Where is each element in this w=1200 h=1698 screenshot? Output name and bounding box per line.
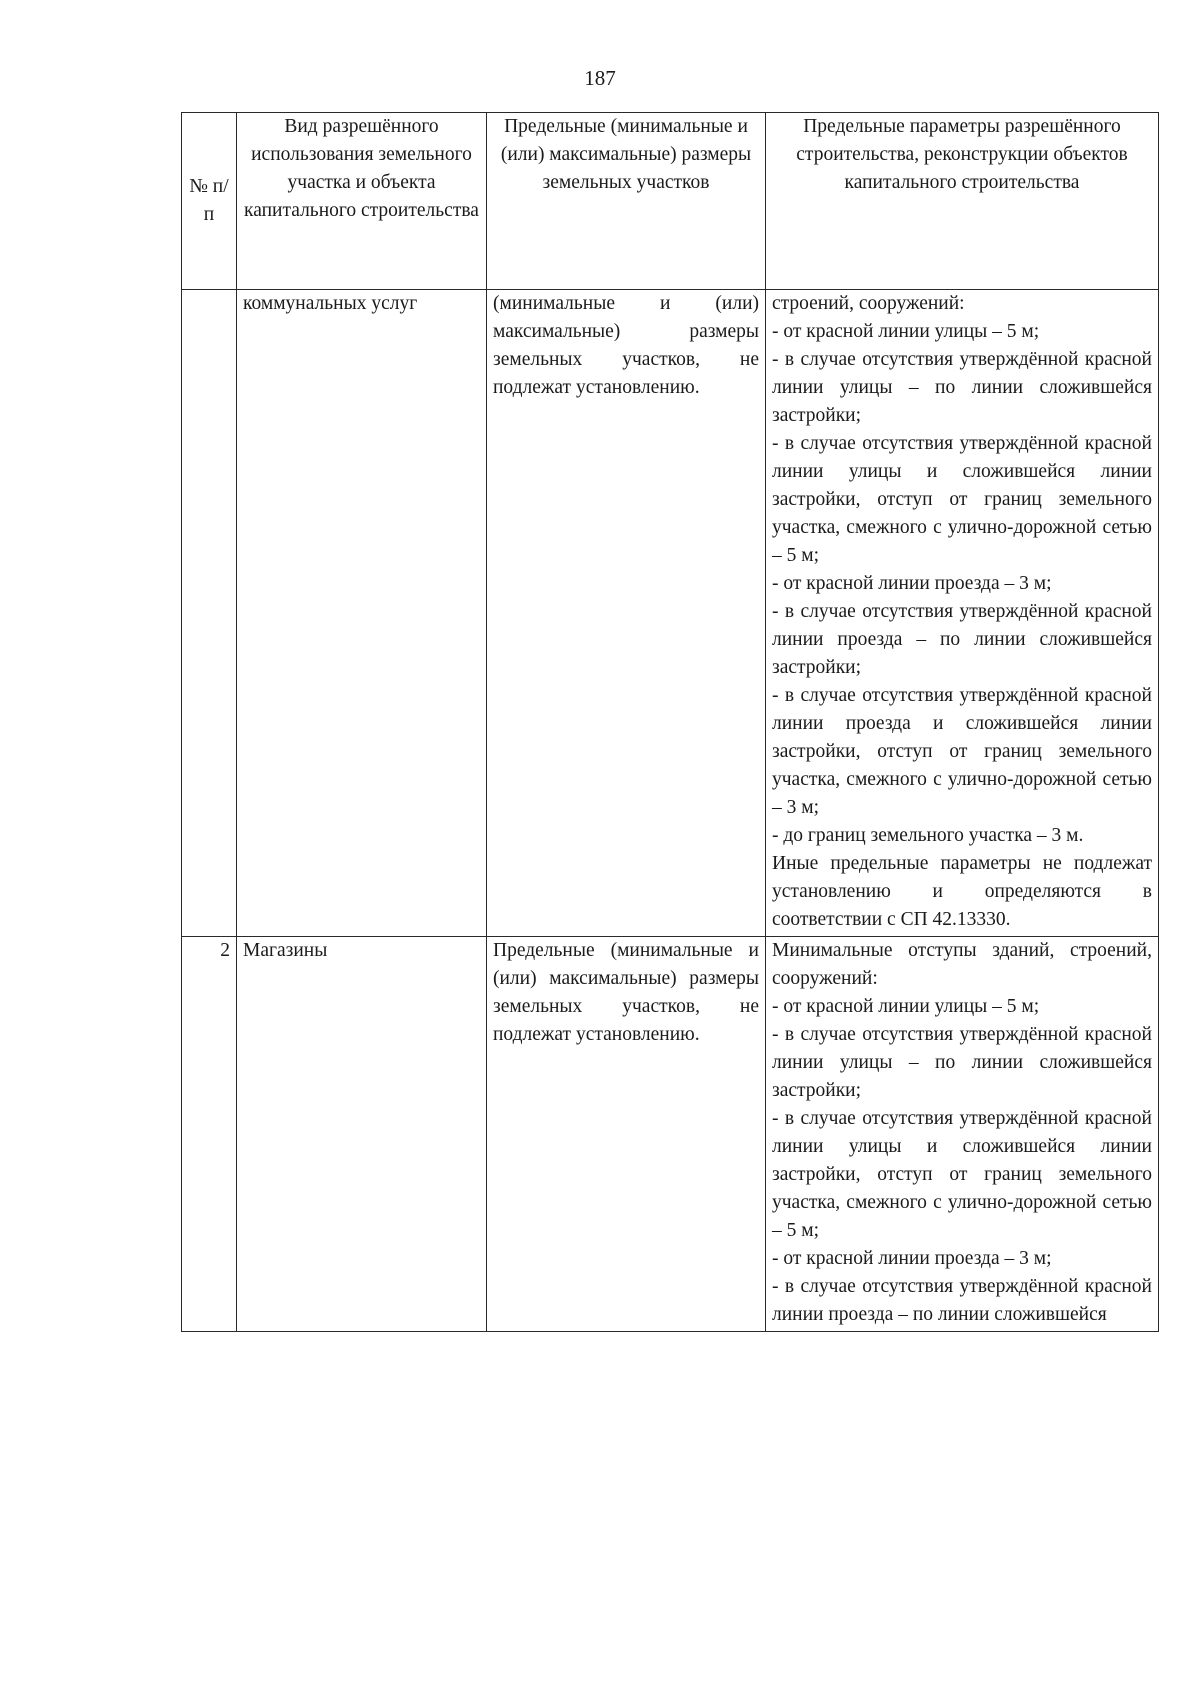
row-permitted-use: коммунальных услуг — [237, 290, 487, 937]
param-item: Иные предельные параметры не подлежат установлению и определяются в соответствии с СП 42.13330. — [772, 853, 1152, 930]
param-item: - в случае отсутствия утверждённой красной линии проезда – по линии сложившейся — [772, 1276, 1152, 1325]
param-item: - от красной линии проезда – 3 м; — [772, 573, 1052, 594]
row-number: 2 — [182, 937, 237, 1332]
row-permitted-use: Магазины — [237, 937, 487, 1332]
row-plot-sizes: Предельные (минимальные и (или) максимальные) размеры земельных участков, не подлежат установлению. — [487, 937, 766, 1332]
header-number: № п/п — [182, 113, 237, 290]
table-header-row — [182, 113, 1159, 290]
param-item: - в случае отсутствия утверждённой красной линии проезда – по линии сложившейся застройки; — [772, 601, 1152, 678]
param-item: строений, сооружений: — [772, 293, 965, 314]
param-item: - от красной линии улицы – 5 м; — [772, 321, 1040, 342]
row-plot-sizes: (минимальные и (или) максимальные) размеры земельных участков, не подлежат установлению. — [487, 290, 766, 937]
row-construction-params — [766, 290, 1159, 937]
table-row — [182, 937, 1159, 1332]
page-number: 187 — [584, 66, 616, 90]
header-plot-sizes: Предельные (минимальные и (или) максимальные) размеры земельных участков — [487, 113, 766, 290]
row-construction-params — [766, 937, 1159, 1332]
param-item: - в случае отсутствия утверждённой красной линии проезда и сложившейся линии застройки, отступ от границ земельного участка, смежного с улично-дорожной сетью – 3 м; — [772, 685, 1152, 818]
row-number — [182, 290, 237, 937]
param-item: - в случае отсутствия утверждённой красной линии улицы – по линии сложившейся застройки; — [772, 349, 1152, 426]
header-construction-params: Предельные параметры разрешённого строительства, реконструкции объектов капитального строительства — [766, 113, 1159, 290]
param-item: - в случае отсутствия утверждённой красной линии улицы – по линии сложившейся застройки; — [772, 1024, 1152, 1101]
param-item: - в случае отсутствия утверждённой красной линии улицы и сложившейся линии застройки, отступ от границ земельного участка, смежного с улично-дорожной сетью – 5 м; — [772, 433, 1152, 566]
table-row — [182, 290, 1159, 937]
param-item: - до границ земельного участка – 3 м. — [772, 825, 1084, 846]
param-item: - от красной линии проезда – 3 м; — [772, 1248, 1052, 1269]
param-item: - от красной линии улицы – 5 м; — [772, 996, 1040, 1017]
param-item: - в случае отсутствия утверждённой красной линии улицы и сложившейся линии застройки, отступ от границ земельного участка, смежного с улично-дорожной сетью – 5 м; — [772, 1108, 1152, 1241]
regulations-table — [181, 112, 1159, 1332]
param-item: Минимальные отступы зданий, строений, сооружений: — [772, 940, 1152, 989]
header-permitted-use: Вид разрешённого использования земельного участка и объекта капитального строительства — [237, 113, 487, 290]
